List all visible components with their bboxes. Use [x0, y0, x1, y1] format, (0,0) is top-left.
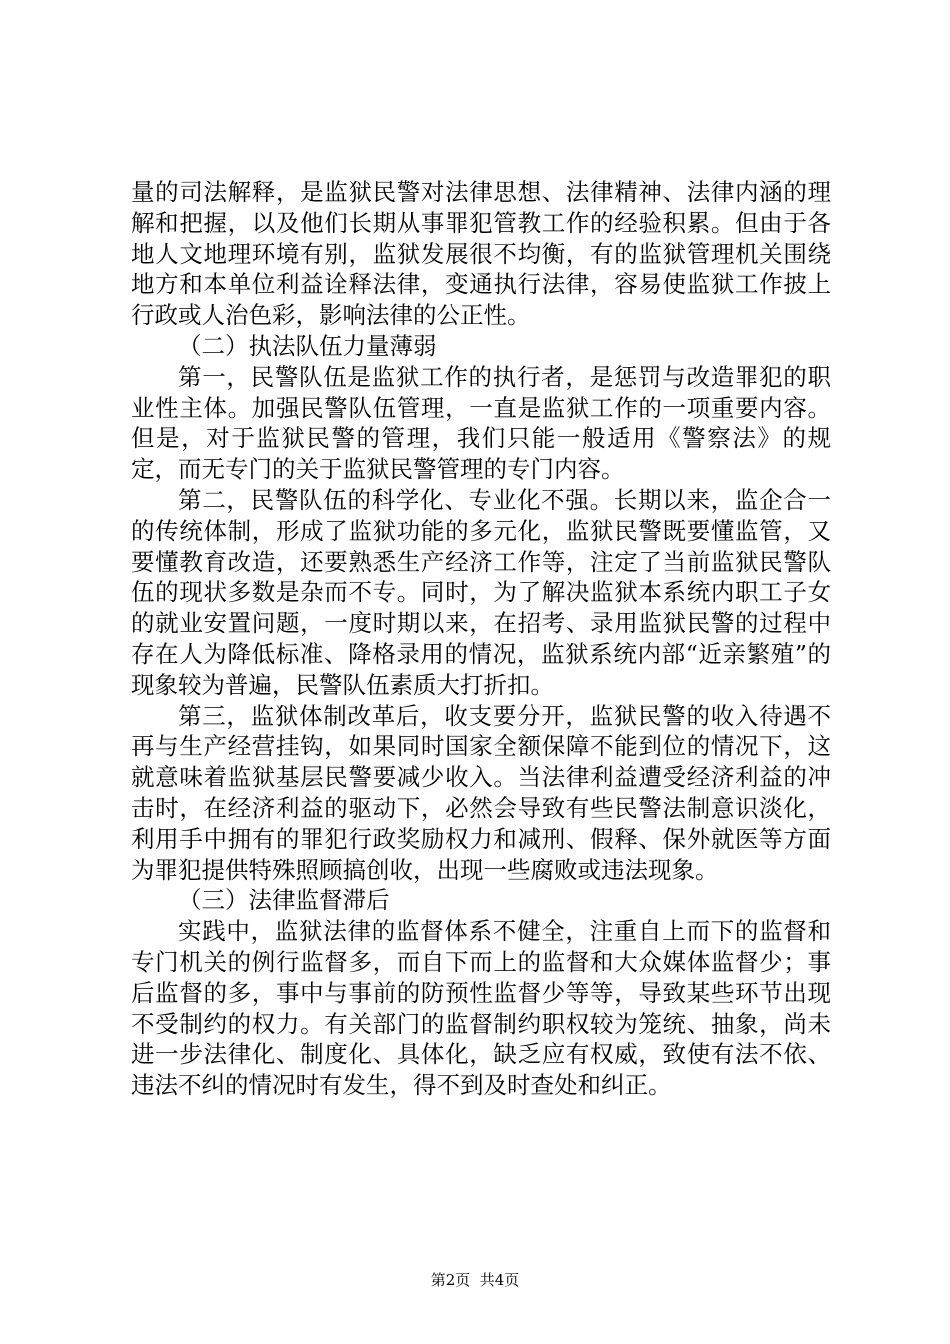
paragraph: 实践中，监狱法律的监督体系不健全，注重自上而下的监督和专门机关的例行监督多，而自下而上的监督和大众媒体监督少；事后监督的多，事中与事前的防预性监督少等等，导致某些环节出现不受制约的权力。有关部门的监督制约职权较为笼统、抽象，尚未进一步法律化、制度化、具体化，缺乏应有权威，致使有法不依、违法不纠的情况时有发生，得不到及时查处和纠正。: [131, 917, 831, 1100]
page-number: 第2页 共4页: [430, 1271, 520, 1289]
section-heading: （二）执法队伍力量薄弱: [178, 331, 437, 360]
section-heading: （三）法律监督滞后: [178, 886, 390, 915]
paragraph: 第二，民警队伍的科学化、专业化不强。长期以来，监企合一的传统体制，形成了监狱功能的多元化，监狱民警既要懂监管，又要懂教育改造，还要熟悉生产经济工作等，注定了当前监狱民警队伍的现状多数是杂而不专。同时，为了解决监狱本系统内职工子女的就业安置问题，一度时期以来，在招考、录用监狱民警的过程中存在人为降低标准、降格录用的情况，监狱系统内部“近亲繁殖”的现象较为普遍，民警队伍素质大打折扣。: [131, 485, 831, 699]
document-body: [131, 177, 831, 1101]
paragraph: 第三，监狱体制改革后，收支要分开，监狱民警的收入待遇不再与生产经营挂钩，如果同时国家全额保障不能到位的情况下，这就意味着监狱基层民警要减少收入。当法律利益遭受经济利益的冲击时，在经济利益的驱动下，必然会导致有些民警法制意识淡化，利用手中拥有的罪犯行政奖励权力和减刑、假释、保外就医等方面为罪犯提供特殊照顾搞创收，出现一些腐败或违法现象。: [131, 701, 831, 884]
paragraph: 量的司法解释，是监狱民警对法律思想、法律精神、法律内涵的理解和把握，以及他们长期从事罪犯管教工作的经验积累。但由于各地人文地理环境有别，监狱发展很不均衡，有的监狱管理机关围绕地方和本单位利益诠释法律，变通执行法律，容易使监狱工作披上行政或人治色彩，影响法律的公正性。: [131, 178, 831, 330]
paragraph: 第一，民警队伍是监狱工作的执行者，是惩罚与改造罪犯的职业性主体。加强民警队伍管理，一直是监狱工作的一项重要内容。但是，对于监狱民警的管理，我们只能一般适用《警察法》的规定，而无专门的关于监狱民警管理的专门内容。: [131, 362, 831, 484]
page-footer: [0, 1270, 950, 1290]
